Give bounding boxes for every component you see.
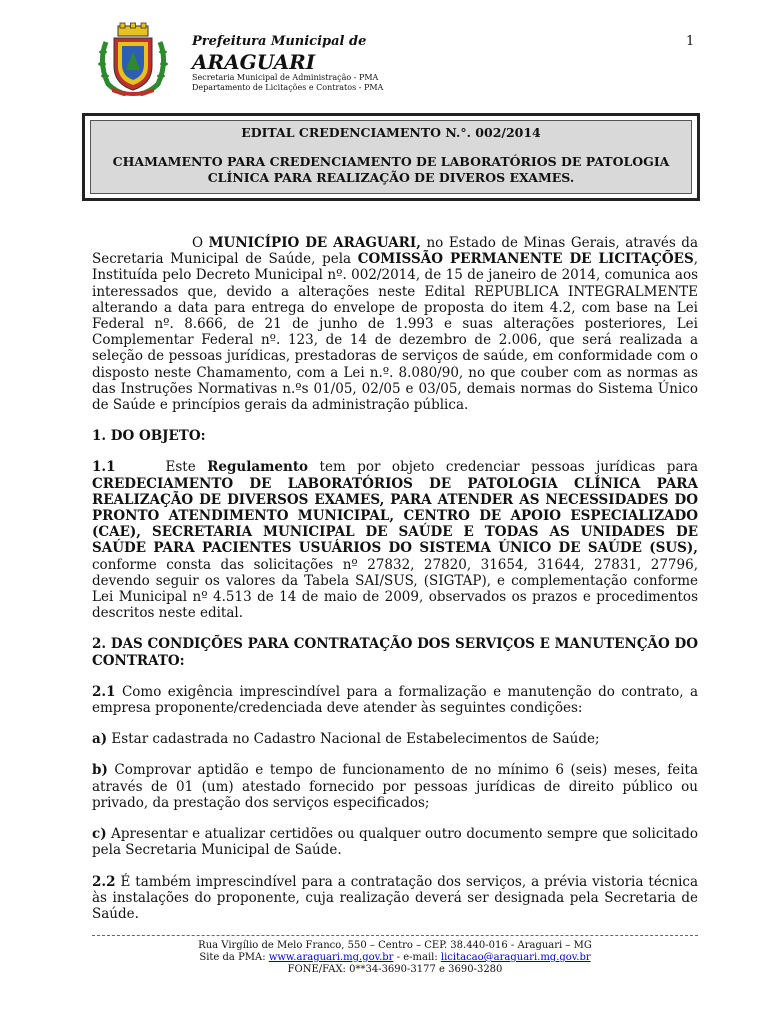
condition-a-text: Estar cadastrada no Cadastro Nacional de Estabelecimentos de Saúde; [107, 731, 600, 748]
site-label: Site da PMA: [199, 952, 269, 963]
edital-subtitle-line-2: CLÍNICA PARA REALIZAÇÃO DE DIVEROS EXAMES. [207, 170, 575, 185]
condition-a [92, 731, 698, 747]
condition-a-label: a) [92, 731, 108, 748]
condition-b-label: b) [92, 762, 108, 779]
condition-c [92, 826, 698, 858]
title-box-inner [90, 120, 692, 194]
section-2-2-paragraph [92, 874, 698, 923]
footer-address: Rua Virgílio de Melo Franco, 550 – Centro – CEP. 38.440-016 - Araguari – MG [198, 940, 592, 951]
section-1-1-bold-regulamento: Regulamento [207, 459, 309, 476]
footer [92, 940, 698, 976]
intro-text-0: O [192, 235, 209, 251]
edital-subtitle-line-1: CHAMAMENTO PARA CREDENCIAMENTO DE LABORATÓRIOS DE PATOLOGIA [112, 154, 670, 169]
intro-paragraph [92, 235, 698, 413]
email-label: - e-mail: [393, 952, 441, 963]
condition-c-text: Apresentar e atualizar certidões ou qualquer outro documento sempre que solicitado pela Secretaria Municipal de Saúde. [92, 826, 698, 859]
section-2-1-text: Como exigência imprescindível para a formalização e manutenção do contrato, a empresa proponente/credenciada deve atender às seguintes condições: [92, 683, 698, 717]
departamento-label: Departamento de Licitações e Contratos - PMA [192, 83, 384, 92]
section-1-1-text-1: tem por objeto credenciar pessoas jurídicas para [308, 459, 698, 476]
section-2-heading: 2. DAS CONDIÇÕES PARA CONTRATAÇÃO DOS SERVIÇOS E MANUTENÇÃO DO CONTRATO: [92, 636, 698, 669]
footer-phone: FONE/FAX: 0**34-3690-3177 e 3690-3280 [287, 964, 503, 975]
edital-subtitle [91, 154, 691, 186]
prefeitura-label: Prefeitura Municipal de [192, 34, 367, 49]
section-2-1-paragraph [92, 684, 698, 716]
section-1-1-bold-objeto: CREDECIAMENTO DE LABORATÓRIOS DE PATOLOGIA CLÍNICA PARA REALIZAÇÃO DE DIVERSOS EXAMES, PARA ATENDER AS NECESSIDADES DO PRONTO ATENDIMENTO MUNICIPAL, CENTRO DE APOIO ESPECIALIZADO (CAE), SECRETARIA MUNICIPAL DE SAÚDE E TODAS AS UNIDADES DE SAÚDE PARA PACIENTES USUÁRIOS DO SISTEMA ÚNICO DE SAÚDE (SUS), [92, 475, 698, 557]
site-link[interactable]: www.araguari.mg.gov.br [268, 952, 394, 963]
condition-b [92, 762, 698, 811]
section-1-1-number: 1.1 [92, 459, 116, 476]
intro-bold-municipio: MUNICÍPIO DE ARAGUARI, [208, 235, 421, 251]
section-1-heading: 1. DO OBJETO: [92, 428, 206, 445]
section-1-1-paragraph [92, 459, 698, 621]
email-link[interactable]: licitacao@araguari.mg.gov.br [440, 952, 591, 963]
footer-contacts [92, 952, 698, 964]
letterhead [192, 34, 383, 93]
intro-text-2: , Instituída pelo Decreto Municipal nº. 002/2014, de 15 de janeiro de 2014, comunica aos interessados que, devido a alterações neste Edital REPUBLICA INTEGRALMENTE alterando a data para entrega do envelope de proposta do item 4.2, com base na Lei Federal nº. 8.666, de 21 de junho de 1.993 e suas alterações posteriores, Lei Complementar Federal nº. 123, de 14 de dezembro de 2.006, que será realizada a seleção de pessoas jurídicas, prestadoras de serviços de saúde, em conformidade com o disposto neste Chamamento, com a Lei n.º. 8.080/90, no que couber com as normas as das Instruções Normativas n.ºs 01/05, 02/05 e 03/05, demais normas do Sistema Único de Saúde e princípios gerais da administração pública. [92, 251, 698, 414]
section-2-2-number: 2.2 [92, 873, 116, 890]
page-number: 1 [686, 34, 695, 49]
city-name: ARAGUARI [192, 50, 316, 74]
coat-of-arms-icon [96, 22, 170, 96]
condition-b-text: Comprovar aptidão e tempo de funcionamento de no mínimo 6 (seis) meses, feita através de 01 (um) atestado fornecido por pessoas jurídicas de direito público ou privado, da prestação dos serviços especificados; [92, 762, 698, 811]
section-1-1-text-0: Este [165, 459, 208, 476]
footer-divider [92, 935, 698, 936]
edital-title: EDITAL CREDENCIAMENTO N.°. 002/2014 [241, 125, 541, 140]
title-box [82, 113, 700, 201]
section-2-1-number: 2.1 [92, 683, 116, 700]
document-body [92, 235, 698, 922]
section-1-1-text-2: conforme consta das solicitações nº 27832, 27820, 31654, 31644, 27831, 27796, devendo seguir os valores da Tabela SAI/SUS, (SIGTAP), e complementação conforme Lei Municipal nº 4.513 de 14 de maio de 2009, observados os prazos e procedimentos descritos neste edital. [92, 556, 698, 622]
condition-c-label: c) [92, 826, 107, 843]
intro-text-1: no Estado de Minas Gerais, através da Secretaria Municipal de Saúde, pela [92, 235, 698, 268]
intro-bold-comissao: COMISSÃO PERMANENTE DE LICITAÇÕES [357, 251, 694, 268]
section-2-2-text: É também imprescindível para a contratação dos serviços, a prévia vistoria técnica às instalações do proponente, cuja realização deverá ser designada pela Secretaria de Saúde. [92, 873, 698, 922]
secretaria-label: Secretaria Municipal de Administração - PMA [192, 73, 379, 82]
